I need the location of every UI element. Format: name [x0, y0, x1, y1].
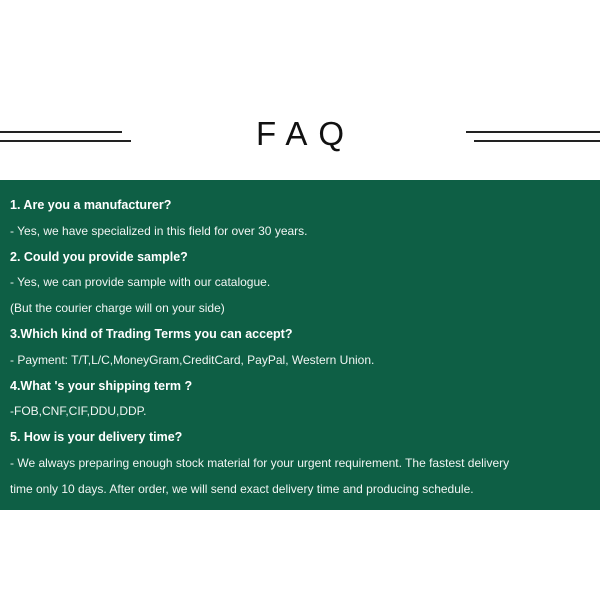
faq-answer-3: - Payment: T/T,L/C,MoneyGram,CreditCard, PayPal, Western Union.: [10, 352, 375, 367]
right-decorative-rule-top: [466, 131, 600, 133]
faq-question-1: 1. Are you a manufacturer?: [10, 198, 172, 212]
faq-answer-1: - Yes, we have specialized in this field for over 30 years.: [10, 223, 308, 238]
faq-question-3: 3.Which kind of Trading Terms you can accept?: [10, 326, 293, 341]
faq-question-2: 2. Could you provide sample?: [10, 249, 188, 264]
faq-question-5: 5. How is your delivery time?: [10, 430, 183, 445]
faq-panel: [0, 180, 600, 510]
faq-answer-2: - Yes, we can provide sample with our catalogue.: [10, 275, 271, 290]
faq-answer-5-line-1: - We always preparing enough stock material for your urgent requirement. The fastest delivery: [10, 455, 510, 470]
page-title: FAQ: [255, 115, 356, 152]
right-decorative-rule-bottom: [474, 140, 600, 142]
faq-answer-5-line-2: time only 10 days. After order, we will send exact delivery time and producing schedule.: [10, 481, 474, 496]
faq-answer-2-note: (But the courier charge will on your side): [10, 301, 225, 316]
faq-answer-4: -FOB,CNF,CIF,DDU,DDP.: [10, 404, 147, 419]
faq-question-4: 4.What 's your shipping term ?: [10, 378, 193, 393]
